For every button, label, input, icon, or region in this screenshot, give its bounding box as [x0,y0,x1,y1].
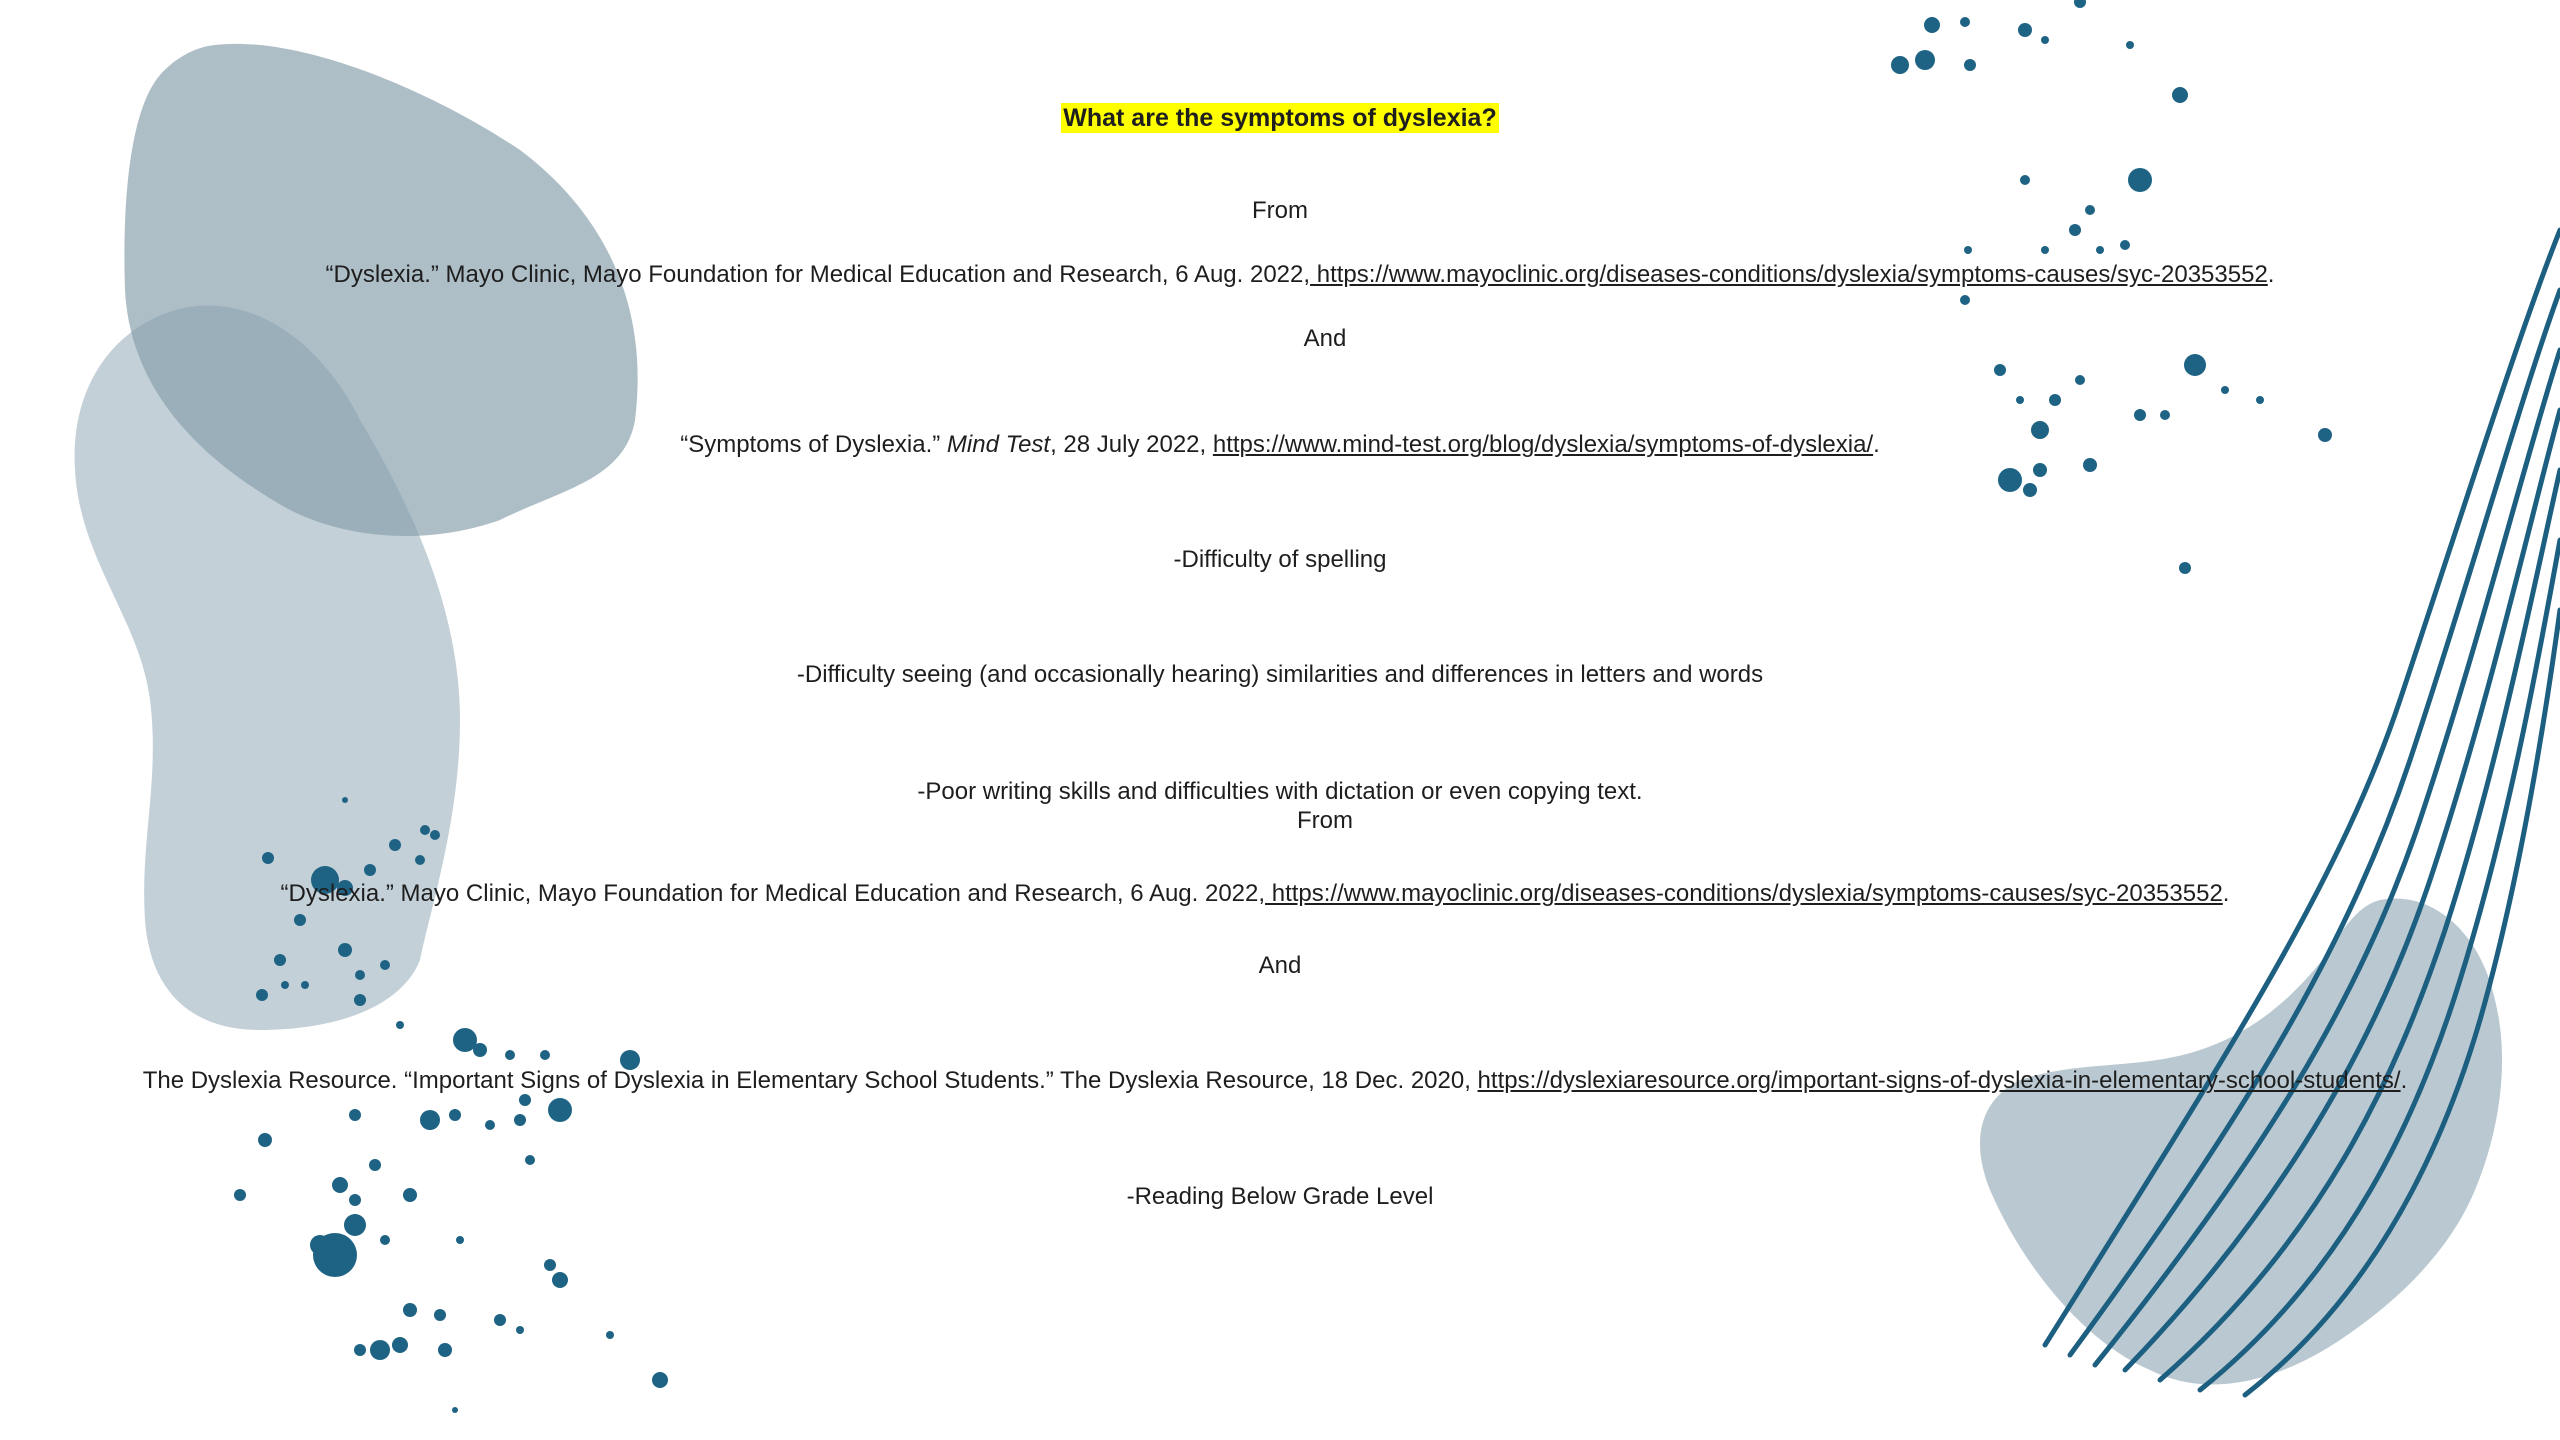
block1-from: From [1252,197,1308,224]
citation-text: The Dyslexia Resource. “Important Signs of Dyslexia in Elementary School Students.” The Dyslexia Resource, 18 Dec. 2020, [142,1067,1478,1094]
citation-text: “Dyslexia.” Mayo Clinic, Mayo Foundation for Medical Education and Research, 6 Aug. 2022, [325,261,1311,288]
block2-and: And [1258,952,1302,979]
citation-date: , 28 July 2022, [1050,431,1213,458]
mayo-clinic-link[interactable]: https://www.mayoclinic.org/diseases-conditions/dyslexia/symptoms-causes/syc-20353552 [1265,880,2223,907]
block1-citation-mayo [20,260,2560,290]
citation-source: Mind Test [946,431,1051,458]
citation-end: . [2400,1067,2408,1094]
block2-citation-dyslexia-resource [0,1066,2555,1096]
block2-citation-mayo [0,879,2535,909]
block2-from: From [1297,807,1353,834]
citation-end: . [1873,431,1880,458]
citation-end: . [2222,880,2230,907]
block1-and: And [1303,325,1347,352]
dyslexia-resource-link[interactable]: https://dyslexiaresource.org/important-signs-of-dyslexia-in-elementary-school-students/ [1477,1067,2401,1094]
symptom-item: -Poor writing skills and difficulties with dictation or even copying text. [917,778,1643,805]
symptom-item: -Difficulty of spelling [1173,546,1387,573]
title-row [0,103,2560,134]
mind-test-link[interactable]: https://www.mind-test.org/blog/dyslexia/symptoms-of-dyslexia/ [1212,431,1874,458]
mayo-clinic-link[interactable]: https://www.mayoclinic.org/diseases-conditions/dyslexia/symptoms-causes/syc-20353552 [1310,261,2268,288]
citation-end: . [2267,261,2275,288]
slide-title: What are the symptoms of dyslexia? [1063,104,1497,132]
block1-citation-mindtest [0,430,2560,460]
symptom-item: -Reading Below Grade Level [1126,1183,1434,1210]
symptom-item: -Difficulty seeing (and occasionally hearing) similarities and differences in letters and words [796,661,1764,688]
citation-text: “Dyslexia.” Mayo Clinic, Mayo Foundation for Medical Education and Research, 6 Aug. 2022, [280,880,1266,907]
citation-text: “Symptoms of Dyslexia.” [680,431,947,458]
